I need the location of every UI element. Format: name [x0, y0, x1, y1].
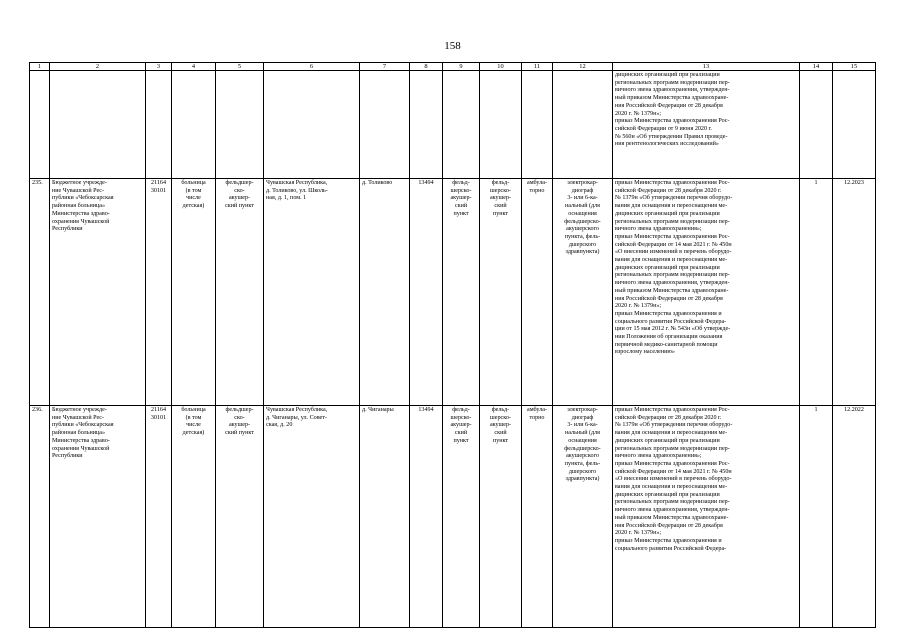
- legal-basis-cell: дицинских организаций при реализации региональных программ модернизации пер- вичного звена здравоохранения, утвержден- ный приказом Министерства здравоохране- ния Российской Федерации от 28 декабря 2020 г. № 1379н»; приказ Министерства здравоохранения Рос- сийской Федерации от 9 июня 2020 г. № 560н «Об утверждении Правил проведе- ния рентгенологических исследований»: [613, 71, 800, 179]
- column-header: 2: [50, 63, 146, 71]
- organization-cell: Бюджетное учрежде- ние Чувашской Рес- публики «Чебоксарская районная больница» Министерства здраво- охранения Чувашской Республики: [50, 179, 146, 406]
- column-header: 7: [360, 63, 410, 71]
- oktmo-cell: 13494: [410, 406, 443, 628]
- column-header: 10: [480, 63, 522, 71]
- legal-basis-cell: приказ Министерства здравоохранения Рос- сийской Федерации от 28 декабря 2020 г. № 1379н «Об утверждении перечня оборудо- вания для оснащения и переоснащения ме- дицинских организаций при реализации региональных программ модернизации пер- вичного звена здравоохранения»; приказ Министерства здравоохранения Рос- сийской Федерации от 14 мая 2021 г. № 450н «О внесении изменений в перечень оборудо- вания для оснащения и переоснащения ме- дицинских организаций при реализации региональных программ модернизации пер- вичного звена здравоохранения, утвержден- ный приказом Министерства здравоохране- ния Российской Федерации от 28 декабря 2020 г. № 1379н»; приказ Министерства здравоохранения и социального развития Российской Федера- ции от 15 мая 2012 г. № 543н «Об утвержде- нии Положения об организации оказания первичной медико-санитарной помощи взрослому населению»: [613, 179, 800, 406]
- unit-type-cell: фельдшер- ско- акушер- ский пункт: [216, 179, 264, 406]
- settlement-cell: д. Толиково: [360, 179, 410, 406]
- unit-type-cell: фельдшер- ско- акушер- ский пункт: [216, 406, 264, 628]
- row-number-cell: 235.: [30, 179, 50, 406]
- document-table: [29, 62, 876, 628]
- column-header: 12: [553, 63, 613, 71]
- date-cell: 12.2023: [833, 179, 876, 406]
- row-number-cell: 236.: [30, 406, 50, 628]
- col9-cell: фельд- шерско- акушер- ский пункт: [443, 179, 480, 406]
- settlement-cell: д. Чиганары: [360, 406, 410, 628]
- col10-cell: фельд- шерско- акушер- ский пункт: [480, 179, 522, 406]
- organization-cell: Бюджетное учрежде- ние Чувашской Рес- публики «Чебоксарская районная больница» Министерства здраво- охранения Чувашской Республики: [50, 406, 146, 628]
- address-cell: Чувашская Республика, д. Чиганары, ул. Совет- ская, д. 20: [264, 406, 360, 628]
- col10-cell: фельд- шерско- акушер- ский пункт: [480, 406, 522, 628]
- column-header: 11: [522, 63, 553, 71]
- col9-cell: фельд- шерско- акушер- ский пункт: [443, 406, 480, 628]
- column-header: 9: [443, 63, 480, 71]
- column-header: 1: [30, 63, 50, 71]
- column-header: 6: [264, 63, 360, 71]
- organization-type-cell: больница (в том числе детская): [172, 406, 216, 628]
- column-header: 14: [800, 63, 833, 71]
- quantity-cell: 1: [800, 179, 833, 406]
- organization-type-cell: больница (в том числе детская): [172, 179, 216, 406]
- header-row: [30, 63, 876, 71]
- column-header: 4: [172, 63, 216, 71]
- date-cell: 12.2022: [833, 406, 876, 628]
- equipment-cell: электрокар- диограф 3- или 6-ка- нальный (для оснащения фельдшерско- акушерского пункта, фель- дшерского здравпункта): [553, 179, 613, 406]
- column-header: 5: [216, 63, 264, 71]
- column-header: 13: [613, 63, 800, 71]
- table-row: [30, 179, 876, 406]
- column-header: 3: [146, 63, 172, 71]
- care-condition-cell: амбула- торно: [522, 406, 553, 628]
- oktmo-cell: 13494: [410, 179, 443, 406]
- equipment-cell: электрокар- диограф 3- или 6-ка- нальный (для оснащения фельдшерско- акушерского пункта, фель- дшерского здравпункта): [553, 406, 613, 628]
- legal-basis-cell: приказ Министерства здравоохранения Рос- сийской Федерации от 28 декабря 2020 г. № 1379н «Об утверждении перечня оборудо- вания для оснащения и переоснащения ме- дицинских организаций при реализации региональных программ модернизации пер- вичного звена здравоохранения»; приказ Министерства здравоохранения Рос- сийской Федерации от 14 мая 2021 г. № 450н «О внесении изменений в перечень оборудо- вания для оснащения и переоснащения ме- дицинских организаций при реализации региональных программ модернизации пер- вичного звена здравоохранения, утвержден- ный приказом Министерства здравоохране- ния Российской Федерации от 28 декабря 2020 г. № 1379н»; приказ Министерства здравоохранения и социального развития Российской Федера-: [613, 406, 800, 628]
- quantity-cell: 1: [800, 406, 833, 628]
- table-row: [30, 406, 876, 628]
- code-cell: 21164 30101: [146, 406, 172, 628]
- address-cell: Чувашская Республика, д. Толиково, ул. Школь- ная, д. 1, пом. 1: [264, 179, 360, 406]
- column-header: 8: [410, 63, 443, 71]
- column-header: 15: [833, 63, 876, 71]
- care-condition-cell: амбула- торно: [522, 179, 553, 406]
- page-number: 158: [444, 40, 461, 52]
- table-row-continuation: [30, 71, 876, 179]
- code-cell: 21164 30101: [146, 179, 172, 406]
